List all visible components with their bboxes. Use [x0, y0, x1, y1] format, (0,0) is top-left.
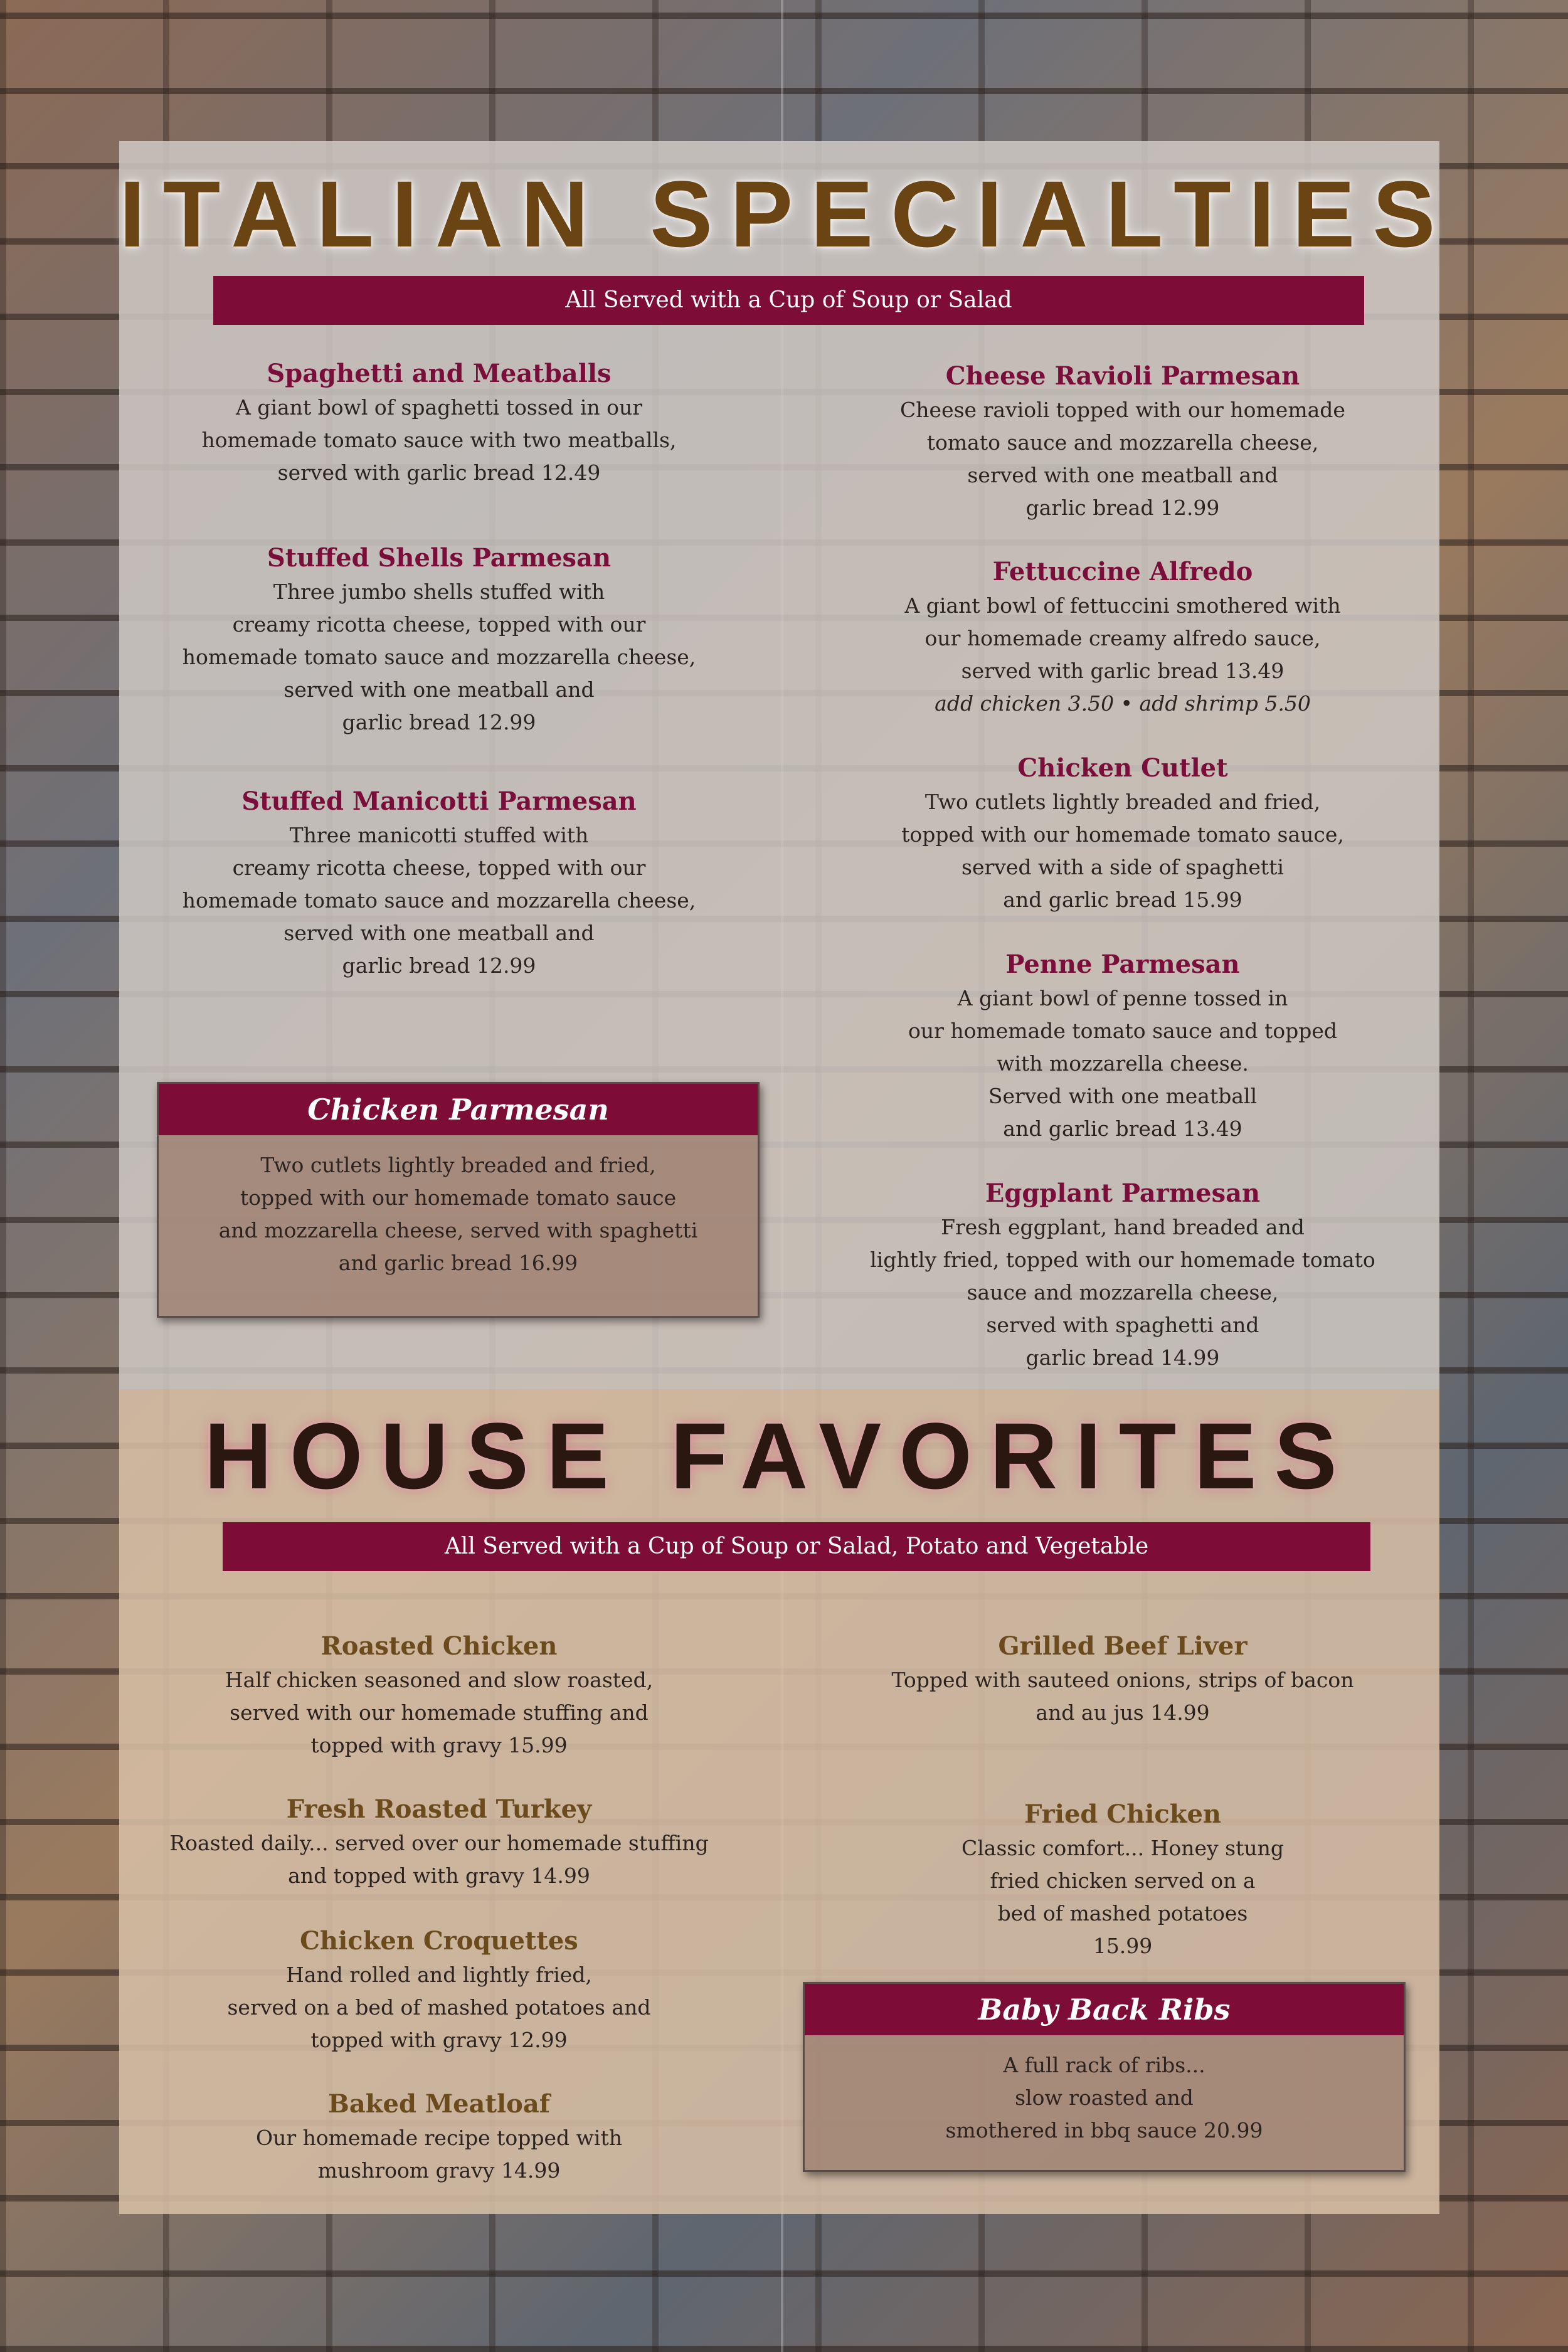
- item-description: Three jumbo shells stuffed with creamy ricotta cheese, topped with our homemade tomato sauce and mozzarella cheese, served with one meatball and garlic bread 12.99: [182, 580, 696, 734]
- feature-chicken-parmesan: [157, 1082, 760, 1318]
- menu-item-fried-chicken: [834, 1797, 1411, 1963]
- menu-item-fresh-roasted-turkey: [151, 1792, 728, 1892]
- item-name: Chicken Croquettes: [300, 1926, 578, 1956]
- item-description: Two cutlets lightly breaded and fried, topped with our homemade tomato sauce, served with a side of spaghetti and garlic bread 15.99: [901, 790, 1344, 912]
- item-name: Fried Chicken: [1024, 1799, 1222, 1829]
- item-name: Grilled Beef Liver: [998, 1631, 1248, 1661]
- item-name: Cheese Ravioli Parmesan: [945, 361, 1300, 391]
- item-description: Classic comfort... Honey stung fried chicken served on a bed of mashed potatoes 15.99: [961, 1836, 1284, 1958]
- item-name: Penne Parmesan: [1005, 950, 1240, 979]
- menu-item-roasted-chicken: [151, 1629, 728, 1762]
- item-description: Our homemade recipe topped with mushroom gravy 14.99: [256, 2126, 622, 2183]
- item-description: Half chicken seasoned and slow roasted, served with our homemade stuffing and topped with gravy 15.99: [225, 1668, 654, 1757]
- menu-item-stuffed-manicotti: [151, 784, 728, 982]
- feature-description: Two cutlets lightly breaded and fried, topped with our homemade tomato sauce and mozzarella cheese, served with spaghetti and garlic bread 16.99: [218, 1153, 698, 1275]
- house-subtitle-banner: All Served with a Cup of Soup or Salad, Potato and Vegetable: [223, 1522, 1370, 1571]
- item-description: A giant bowl of fettuccini smothered with our homemade creamy alfredo sauce, served with garlic bread 13.49: [904, 593, 1341, 683]
- menu-item-baked-meatloaf: [151, 2087, 728, 2187]
- menu-item-eggplant-parmesan: [834, 1176, 1411, 1374]
- item-description: Roasted daily... served over our homemade stuffing and topped with gravy 14.99: [169, 1831, 709, 1888]
- item-description: A giant bowl of penne tossed in our homemade tomato sauce and topped with mozzarella cheese. Served with one meatball and garlic bread 13.49: [908, 986, 1338, 1141]
- feature-title: Baby Back Ribs: [805, 1984, 1404, 2035]
- menu-item-stuffed-shells: [151, 541, 728, 739]
- item-addons: add chicken 3.50 • add shrimp 5.50: [935, 691, 1311, 716]
- item-name: Roasted Chicken: [320, 1631, 558, 1661]
- menu-item-penne-parmesan: [834, 947, 1411, 1145]
- item-name: Spaghetti and Meatballs: [267, 359, 612, 388]
- menu-item-chicken-croquettes: [151, 1924, 728, 2057]
- item-name: Fresh Roasted Turkey: [286, 1794, 592, 1824]
- item-description: Fresh eggplant, hand breaded and lightly fried, topped with our homemade tomato sauce and mozzarella cheese, served with spaghetti and garlic bread 14.99: [870, 1215, 1375, 1370]
- italian-subtitle-banner: All Served with a Cup of Soup or Salad: [213, 276, 1364, 325]
- house-title: HOUSE FAVORITES: [204, 1403, 1355, 1508]
- item-description: Hand rolled and lightly fried, served on a bed of mashed potatoes and topped with gravy 12.99: [227, 1963, 651, 2052]
- item-name: Fettuccine Alfredo: [992, 557, 1253, 586]
- italian-title: ITALIAN SPECIALTIES: [119, 161, 1453, 267]
- item-description: Cheese ravioli topped with our homemade tomato sauce and mozzarella cheese, served with one meatball and garlic bread 12.99: [900, 398, 1345, 520]
- feature-title: Chicken Parmesan: [159, 1084, 758, 1135]
- feature-baby-back-ribs: [803, 1982, 1406, 2172]
- menu-item-chicken-cutlet: [834, 751, 1411, 916]
- menu-item-grilled-beef-liver: [834, 1629, 1411, 1729]
- item-description: Three manicotti stuffed with creamy ricotta cheese, topped with our homemade tomato sauce and mozzarella cheese, served with one meatball and garlic bread 12.99: [182, 823, 696, 978]
- item-name: Baked Meatloaf: [328, 2089, 550, 2119]
- item-name: Stuffed Shells Parmesan: [267, 543, 612, 573]
- menu-item-cheese-ravioli: [834, 359, 1411, 524]
- feature-description: A full rack of ribs... slow roasted and smothered in bbq sauce 20.99: [945, 2053, 1263, 2143]
- item-name: Chicken Cutlet: [1017, 753, 1228, 783]
- item-name: Stuffed Manicotti Parmesan: [241, 787, 637, 816]
- item-description: A giant bowl of spaghetti tossed in our homemade tomato sauce with two meatballs, served with garlic bread 12.49: [201, 395, 677, 485]
- item-name: Eggplant Parmesan: [985, 1179, 1261, 1208]
- menu-item-spaghetti-meatballs: [151, 356, 728, 489]
- item-description: Topped with sauteed onions, strips of bacon and au jus 14.99: [891, 1668, 1354, 1725]
- menu-item-fettuccine-alfredo: [834, 554, 1411, 720]
